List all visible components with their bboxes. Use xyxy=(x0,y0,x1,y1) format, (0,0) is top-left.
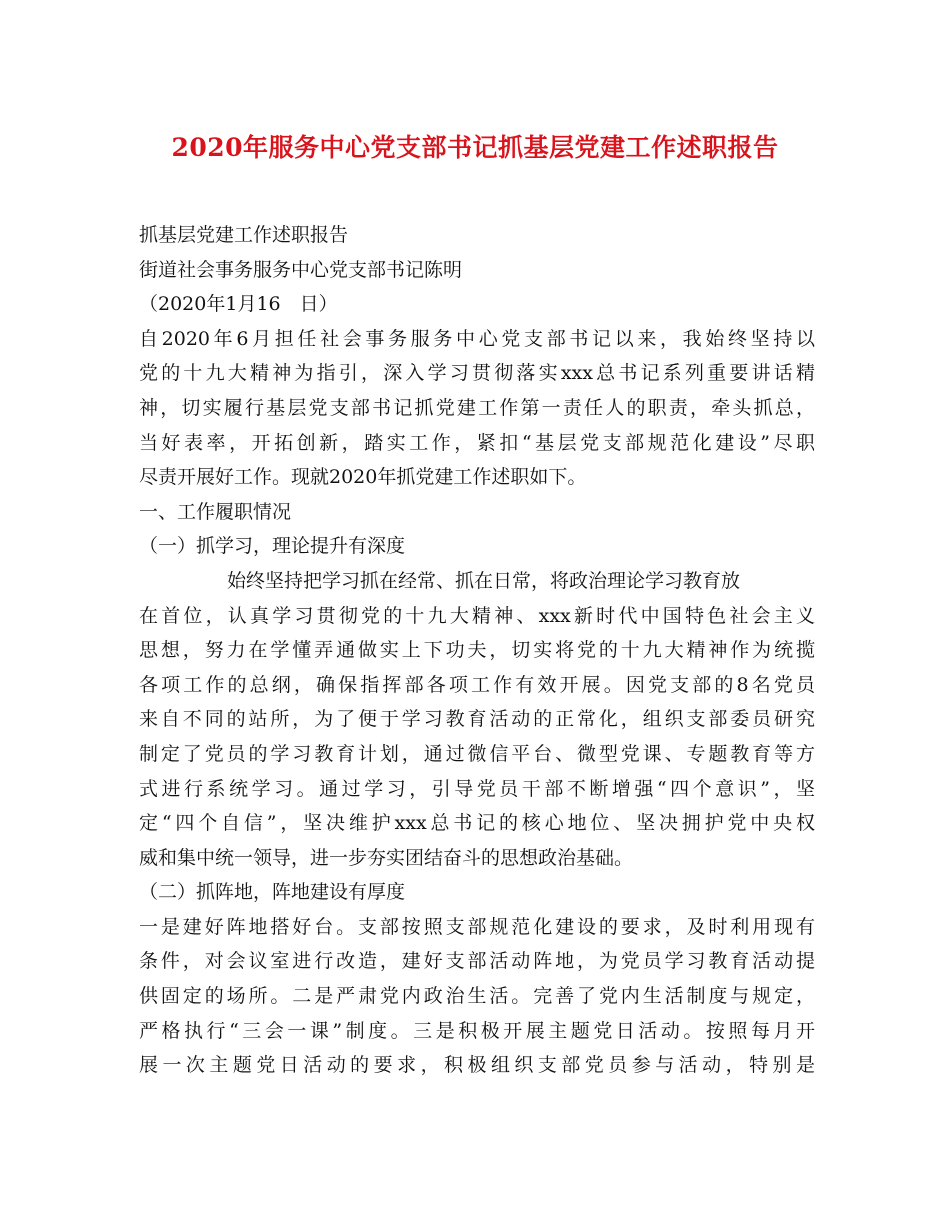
text-line: 尽责开展好工作。现就2020年抓党建工作述职如下。 xyxy=(139,466,587,489)
text-line: 威和集中统一领导，进一步夯实团结奋斗的思想政治基础。 xyxy=(139,846,634,869)
text-line: 始终坚持把学习抓在经常、抓在日常，将政治理论学习教育放 xyxy=(227,569,741,592)
text-line: 神，切实履行基层党支部书记抓党建工作第一责任人的职责，牵头抓总， xyxy=(139,396,815,419)
text-line: 严格执行“三会一课”制度。三是积极开展主题党日活动。按照每月开 xyxy=(139,1019,815,1042)
text-line: 定“四个自信”，坚决维护xxx总书记的核心地位、坚决拥护党中央权 xyxy=(139,812,815,835)
text-line: （2020年1月16 日） xyxy=(139,293,338,316)
text-line: 条件，对会议室进行改造，建好支部活动阵地，为党员学习教育活动提 xyxy=(139,950,815,973)
text-line: 各项工作的总纲，确保指挥部各项工作有效开展。因党支部的8名党员 xyxy=(139,673,815,696)
text-line: 街道社会事务服务中心党支部书记陈明 xyxy=(139,258,463,281)
text-line: 供固定的场所。二是严肃党内政治生活。完善了党内生活制度与规定， xyxy=(139,985,815,1008)
document-body xyxy=(139,218,815,1083)
text-line: 党的十九大精神为指引，深入学习贯彻落实xxx总书记系列重要讲话精 xyxy=(139,362,815,385)
text-line: 在首位，认真学习贯彻党的十九大精神、xxx新时代中国特色社会主义 xyxy=(139,604,815,627)
text-line: 展一次主题党日活动的要求，积极组织支部党员参与活动，特别是 xyxy=(139,1054,815,1077)
text-line: 式进行系统学习。通过学习，引导党员干部不断增强“四个意识”，坚 xyxy=(139,777,815,800)
text-line: （一）抓学习，理论提升有深度 xyxy=(139,535,406,558)
text-line: 一、工作履职情况 xyxy=(139,500,292,523)
text-line: （二）抓阵地，阵地建设有厚度 xyxy=(139,881,406,904)
text-line: 自2020年6月担任社会事务服务中心党支部书记以来，我始终坚持以 xyxy=(139,327,815,350)
text-line: 思想，努力在学懂弄通做实上下功夫，切实将党的十九大精神作为统揽 xyxy=(139,639,815,662)
text-line: 当好表率，开拓创新，踏实工作，紧扣“基层党支部规范化建设”尽职 xyxy=(139,431,815,454)
document-title: 2020年服务中心党支部书记抓基层党建工作述职报告 xyxy=(171,133,779,162)
text-line: 制定了党员的学习教育计划，通过微信平台、微型党课、专题教育等方 xyxy=(139,742,815,765)
text-line: 抓基层党建工作述职报告 xyxy=(139,224,349,246)
text-line: 来自不同的站所，为了便于学习教育活动的正常化，组织支部委员研究 xyxy=(139,708,815,731)
text-line: 一是建好阵地搭好台。支部按照支部规范化建设的要求，及时利用现有 xyxy=(139,915,815,938)
